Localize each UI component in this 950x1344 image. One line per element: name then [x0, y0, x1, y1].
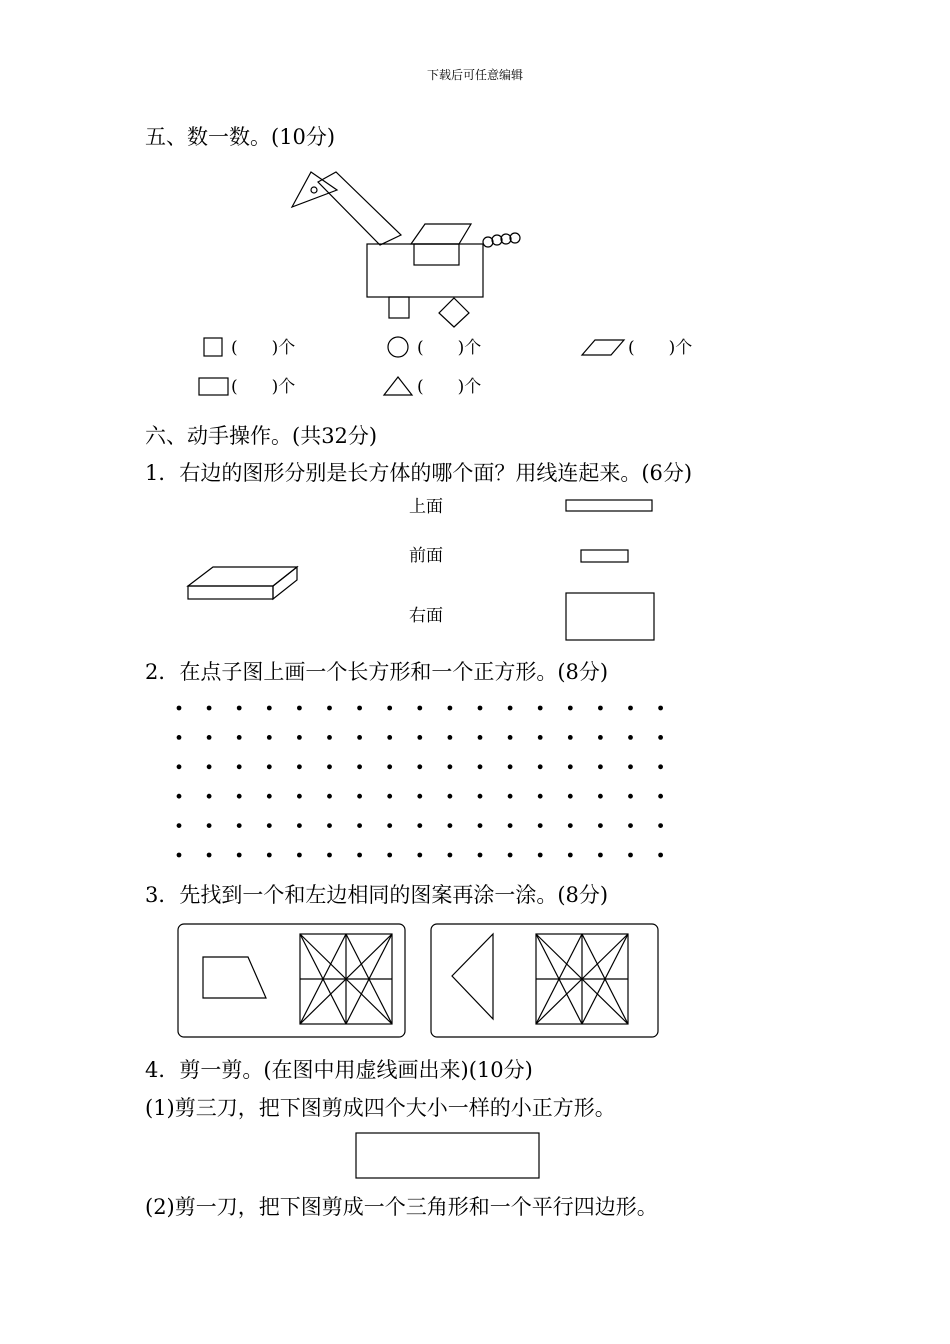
count-triangle-blank: ( )个 [417, 377, 482, 397]
question-1-text: 1．右边的图形分别是长方体的哪个面？用线连起来。(6分) [145, 461, 693, 485]
count-square-blank: ( )个 [231, 338, 296, 358]
section-5-title: 五、数一数。(10分) [145, 125, 336, 149]
face-label-top: 上面 [409, 497, 443, 517]
section-6-title: 六、动手操作。(共32分) [145, 424, 378, 448]
question-4-text: 4．剪一剪。(在图中用虚线画出来)(10分) [145, 1058, 533, 1082]
count-rectangle-blank: ( )个 [231, 377, 296, 397]
face-label-right: 右面 [409, 606, 443, 626]
question-4-sub-1: (1)剪三刀，把下图剪成四个大小一样的小正方形。 [145, 1096, 616, 1120]
face-label-front: 前面 [409, 546, 443, 566]
page-watermark-header: 下载后可任意编辑 [426, 68, 523, 82]
count-circle-blank: ( )个 [417, 338, 482, 358]
question-3-text: 3．先找到一个和左边相同的图案再涂一涂。(8分) [145, 883, 609, 907]
count-parallelogram-blank: ( )个 [628, 338, 693, 358]
question-4-sub-2: (2)剪一刀，把下图剪成一个三角形和一个平行四边形。 [145, 1195, 658, 1219]
question-2-text: 2．在点子图上画一个长方形和一个正方形。(8分) [145, 660, 609, 684]
